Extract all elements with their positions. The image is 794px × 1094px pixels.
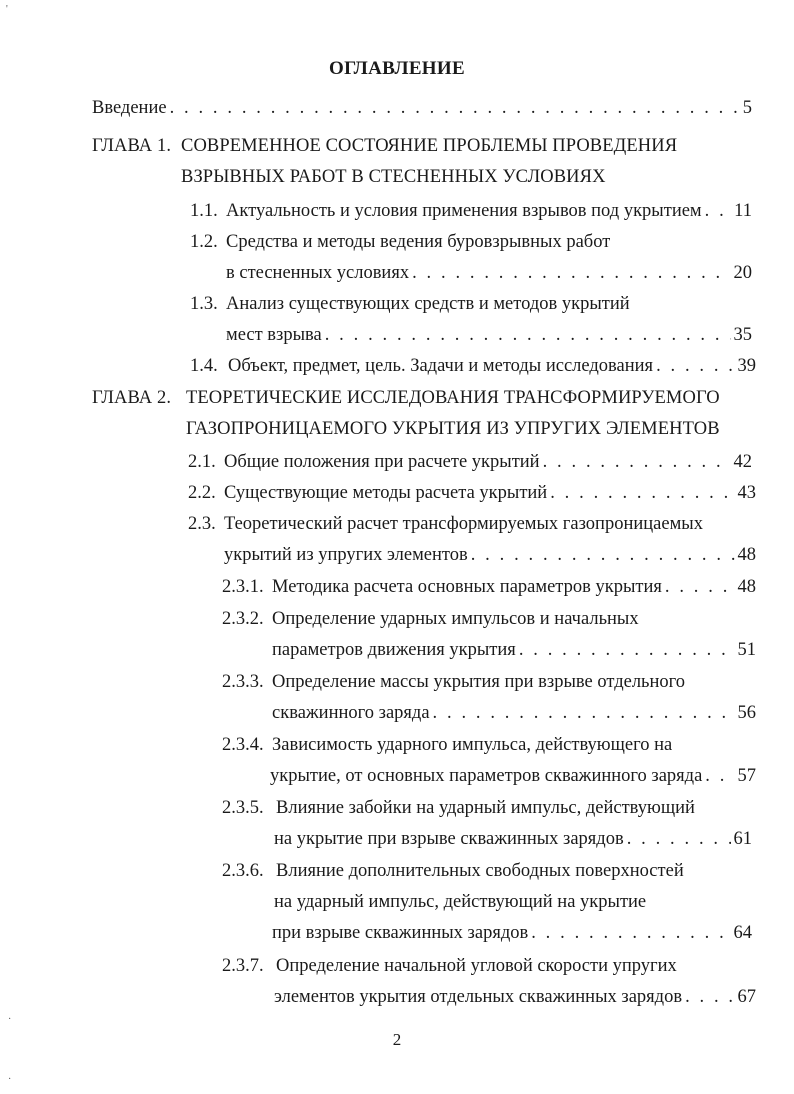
section-2-2-number: 2.2. bbox=[188, 483, 216, 503]
chapter-1-title-line1[interactable]: СОВРЕМЕННОЕ СОСТОЯНИЕ ПРОБЛЕМЫ ПРОВЕДЕНИЯ bbox=[181, 136, 678, 156]
chapter-2-number: ГЛАВА 2. bbox=[92, 388, 172, 408]
leader-dots bbox=[543, 448, 731, 476]
toc-page-number: 67 bbox=[737, 987, 756, 1007]
toc-page-number: 39 bbox=[737, 356, 756, 376]
toc-entry-title: Существующие методы расчета укрытий bbox=[224, 483, 548, 503]
toc-entry-title: при взрыве скважинных зарядов bbox=[272, 923, 529, 943]
toc-entry-2-3-7[interactable] bbox=[274, 983, 756, 1011]
section-2-3-7-title-line1[interactable]: Определение начальной угловой скорости упругих bbox=[276, 956, 677, 976]
section-2-3-6-number: 2.3.6. bbox=[222, 861, 264, 881]
toc-entry-2-3-4[interactable] bbox=[270, 762, 756, 790]
toc-page-number: 5 bbox=[742, 98, 752, 118]
section-2-3-5-title-line1[interactable]: Влияние забойки на ударный импульс, действующий bbox=[276, 798, 695, 818]
leader-dots bbox=[531, 919, 730, 947]
toc-entry-2-3-1[interactable] bbox=[272, 573, 756, 601]
toc-entry-title: Введение bbox=[92, 98, 167, 118]
toc-entry-title: Общие положения при расчете укрытий bbox=[224, 452, 540, 472]
toc-entry-1-2[interactable] bbox=[226, 259, 752, 287]
leader-dots bbox=[471, 541, 735, 569]
section-1-2-title-line1[interactable]: Средства и методы ведения буровзрывных работ bbox=[226, 232, 611, 252]
toc-entry-title: в стесненных условиях bbox=[226, 263, 410, 283]
toc-page-number: 56 bbox=[737, 703, 756, 723]
page-number: 2 bbox=[392, 1030, 402, 1049]
toc-entry-title: укрытий из упругих элементов bbox=[224, 545, 468, 565]
section-1-2-number: 1.2. bbox=[190, 232, 218, 252]
toc-entry-2-3-6[interactable] bbox=[272, 919, 752, 947]
toc-entry-intro[interactable] bbox=[92, 94, 752, 122]
toc-page-number: 35 bbox=[733, 325, 752, 345]
section-2-3-3-title-line1[interactable]: Определение массы укрытия при взрыве отдельного bbox=[272, 672, 686, 692]
toc-page-number: 51 bbox=[737, 640, 756, 660]
toc-entry-2-2[interactable] bbox=[224, 479, 756, 507]
section-2-3-3-number: 2.3.3. bbox=[222, 672, 264, 692]
leader-dots bbox=[665, 573, 735, 601]
section-2-3-2-title-line1[interactable]: Определение ударных импульсов и начальных bbox=[272, 609, 639, 629]
chapter-1-number: ГЛАВА 1. bbox=[92, 136, 172, 156]
toc-entry-title: на укрытие при взрыве скважинных зарядов bbox=[274, 829, 624, 849]
page-title: ОГЛАВЛЕНИЕ bbox=[329, 58, 465, 79]
leader-dots bbox=[627, 825, 731, 853]
toc-entry-title: скважинного заряда bbox=[272, 703, 430, 723]
section-1-4-number: 1.4. bbox=[190, 356, 218, 376]
toc-entry-2-3-3[interactable] bbox=[272, 699, 756, 727]
chapter-1-title-line2[interactable]: ВЗРЫВНЫХ РАБОТ В СТЕСНЕННЫХ УСЛОВИЯХ bbox=[181, 167, 606, 187]
scan-artifact-mark: ' bbox=[6, 4, 8, 15]
toc-entry-1-4[interactable] bbox=[228, 352, 756, 380]
toc-entry-title: Методика расчета основных параметров укрытия bbox=[272, 577, 662, 597]
section-2-3-2-number: 2.3.2. bbox=[222, 609, 264, 629]
leader-dots bbox=[433, 699, 735, 727]
toc-page-number: 43 bbox=[737, 483, 756, 503]
leader-dots bbox=[412, 259, 730, 287]
toc-page-number: 20 bbox=[733, 263, 752, 283]
toc-entry-2-3-5[interactable] bbox=[274, 825, 752, 853]
section-2-1-number: 2.1. bbox=[188, 452, 216, 472]
chapter-2-title-line2[interactable]: ГАЗОПРОНИЦАЕМОГО УКРЫТИЯ ИЗ УПРУГИХ ЭЛЕМЕНТОВ bbox=[186, 419, 720, 439]
leader-dots bbox=[519, 636, 735, 664]
leader-dots bbox=[656, 352, 734, 380]
toc-page-number: 42 bbox=[733, 452, 752, 472]
toc-page-number: 11 bbox=[734, 201, 752, 221]
section-1-3-number: 1.3. bbox=[190, 294, 218, 314]
section-1-3-title-line1[interactable]: Анализ существующих средств и методов укрытий bbox=[226, 294, 630, 314]
scan-artifact-mark: · bbox=[8, 1014, 12, 1025]
toc-page-number: 57 bbox=[737, 766, 756, 786]
section-2-3-4-number: 2.3.4. bbox=[222, 735, 264, 755]
section-2-3-title-line1[interactable]: Теоретический расчет трансформируемых газопроницаемых bbox=[224, 514, 703, 534]
section-2-3-6-title-line2[interactable]: на ударный импульс, действующий на укрытие bbox=[274, 892, 647, 912]
toc-page-number: 64 bbox=[733, 923, 752, 943]
section-2-3-5-number: 2.3.5. bbox=[222, 798, 264, 818]
toc-page-number: 48 bbox=[737, 545, 756, 565]
toc-entry-2-3-2[interactable] bbox=[272, 636, 756, 664]
toc-entry-title: параметров движения укрытия bbox=[272, 640, 516, 660]
toc-page-number: 48 bbox=[737, 577, 756, 597]
leader-dots bbox=[685, 983, 734, 1011]
leader-dots bbox=[170, 94, 740, 122]
leader-dots bbox=[705, 197, 732, 225]
toc-entry-1-1[interactable] bbox=[226, 197, 752, 225]
toc-entry-2-1[interactable] bbox=[224, 448, 752, 476]
section-2-3-4-title-line1[interactable]: Зависимость ударного импульса, действующего на bbox=[272, 735, 673, 755]
toc-entry-title: укрытие, от основных параметров скважинного заряда bbox=[270, 766, 703, 786]
toc-entry-title: мест взрыва bbox=[226, 325, 322, 345]
section-2-3-1-number: 2.3.1. bbox=[222, 577, 264, 597]
toc-entry-2-3[interactable] bbox=[224, 541, 756, 569]
leader-dots bbox=[550, 479, 734, 507]
toc-entry-title: Актуальность и условия применения взрывов под укрытием bbox=[226, 201, 702, 221]
section-1-1-number: 1.1. bbox=[190, 201, 218, 221]
leader-dots bbox=[705, 762, 734, 790]
section-2-3-number: 2.3. bbox=[188, 514, 216, 534]
section-2-3-6-title-line1[interactable]: Влияние дополнительных свободных поверхностей bbox=[276, 861, 684, 881]
leader-dots bbox=[325, 321, 731, 349]
toc-entry-1-3[interactable] bbox=[226, 321, 752, 349]
toc-entry-title: элементов укрытия отдельных скважинных зарядов bbox=[274, 987, 683, 1007]
section-2-3-7-number: 2.3.7. bbox=[222, 956, 264, 976]
scan-artifact-mark: · bbox=[8, 1074, 12, 1085]
toc-entry-title: Объект, предмет, цель. Задачи и методы исследования bbox=[228, 356, 654, 376]
toc-page-number: 61 bbox=[733, 829, 752, 849]
chapter-2-title-line1[interactable]: ТЕОРЕТИЧЕСКИЕ ИССЛЕДОВАНИЯ ТРАНСФОРМИРУЕМОГО bbox=[186, 388, 720, 408]
